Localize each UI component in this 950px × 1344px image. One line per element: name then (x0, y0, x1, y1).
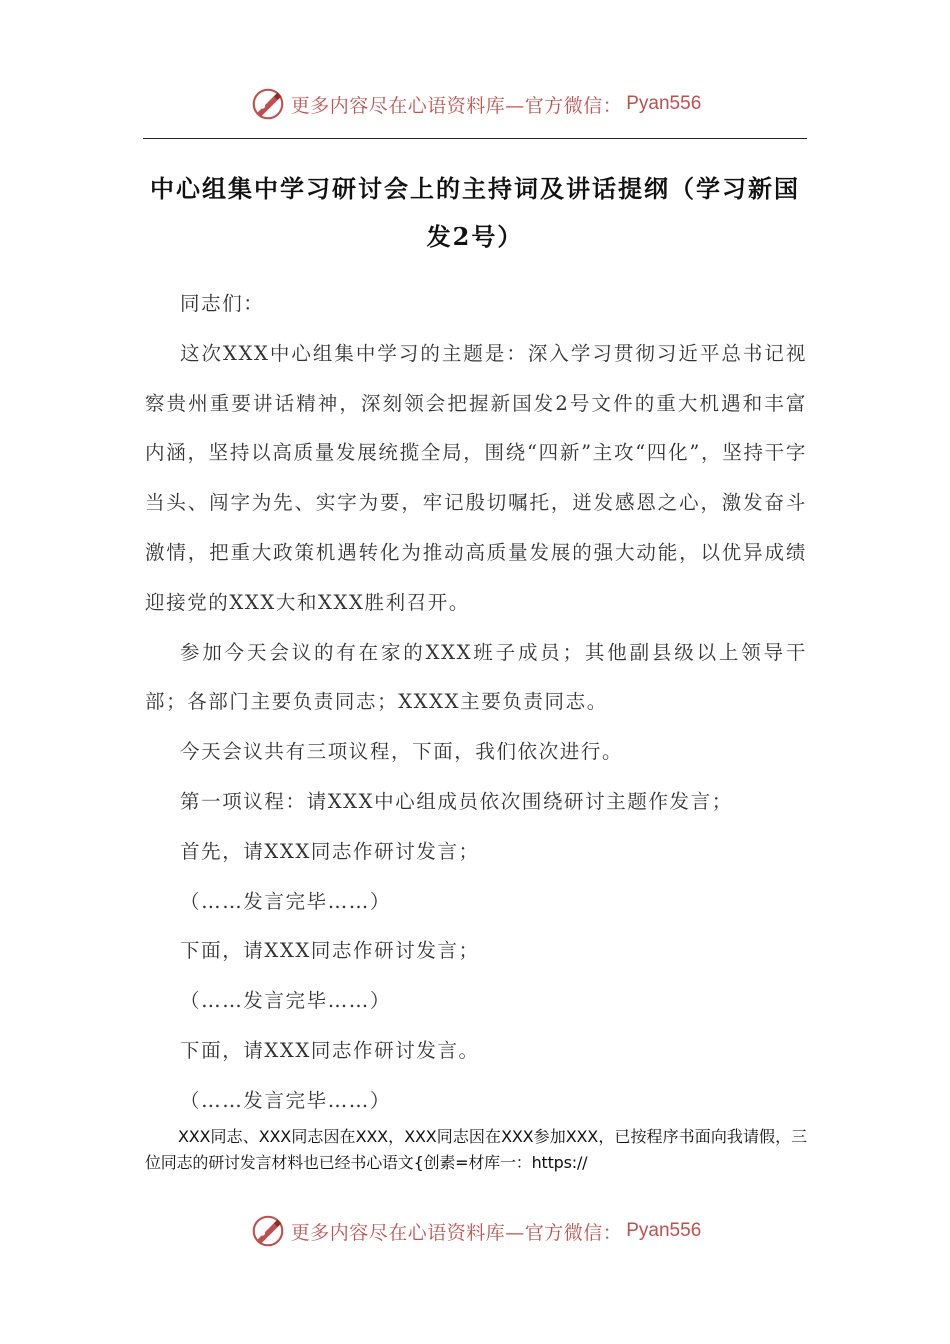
paragraph: 参加今天会议的有在家的XXX班子成员；其他副县级以上领导干部；各部门主要负责同志；XXXX主要负责同志。 (145, 640, 807, 714)
paragraph: 下面，请XXX同志作研讨发言。 (180, 1038, 480, 1062)
document-body (145, 279, 807, 1126)
paragraph: 首先，请XXX同志作研讨发言； (180, 839, 480, 863)
paragraph: （……发言完毕……） (180, 889, 391, 913)
paragraph: 今天会议共有三项议程，下面，我们依次进行。 (180, 740, 624, 764)
banner-wechat-id: Pyan556 (626, 1220, 702, 1241)
header-banner (0, 82, 950, 126)
paragraph: 这次XXX中心组集中学习的主题是：深入学习贯彻习近平总书记视察贵州重要讲话精神，深刻领会把握新国发2号文件的重大机遇和丰富内涵，坚持以高质量发展统揽全局，围绕“四新”主攻“四化”，坚持干字当头、闯字为先、实字为要，牢记殷切嘱托，迸发感恩之心，激发奋斗激情，把重大政策机遇转化为推动高质量发展的强大动能，以优异成绩迎接党的XXX大和XXX胜利召开。 (145, 341, 807, 614)
tail-paragraph: XXX同志、XXX同志因在XXX，XXX同志因在XXX参加XXX，已按程序书面向我请假，三位同志的研讨发言材料也已经书心语文{创素=材库一：https:// (145, 1127, 807, 1172)
header-divider (143, 138, 807, 139)
paragraph: 第一项议程：请XXX中心组成员依次围绕研讨主题作发言； (180, 789, 733, 813)
salutation: 同志们： (180, 292, 265, 315)
pen-logo-icon (249, 85, 287, 123)
paragraph: （……发言完毕……） (180, 1088, 391, 1112)
banner-text: 更多内容尽在心语资料库—官方微信： (290, 1221, 623, 1244)
footer-banner (0, 1209, 950, 1253)
pen-logo-icon (249, 1212, 287, 1250)
banner-wechat-id: Pyan556 (626, 93, 702, 114)
banner-text: 更多内容尽在心语资料库—官方微信： (290, 94, 623, 117)
document-title: 中心组集中学习研讨会上的主持词及讲话提纲（学习新国发2号） (150, 174, 800, 251)
paragraph: （……发言完毕……） (180, 989, 391, 1013)
paragraph: 下面，请XXX同志作研讨发言； (180, 939, 480, 963)
